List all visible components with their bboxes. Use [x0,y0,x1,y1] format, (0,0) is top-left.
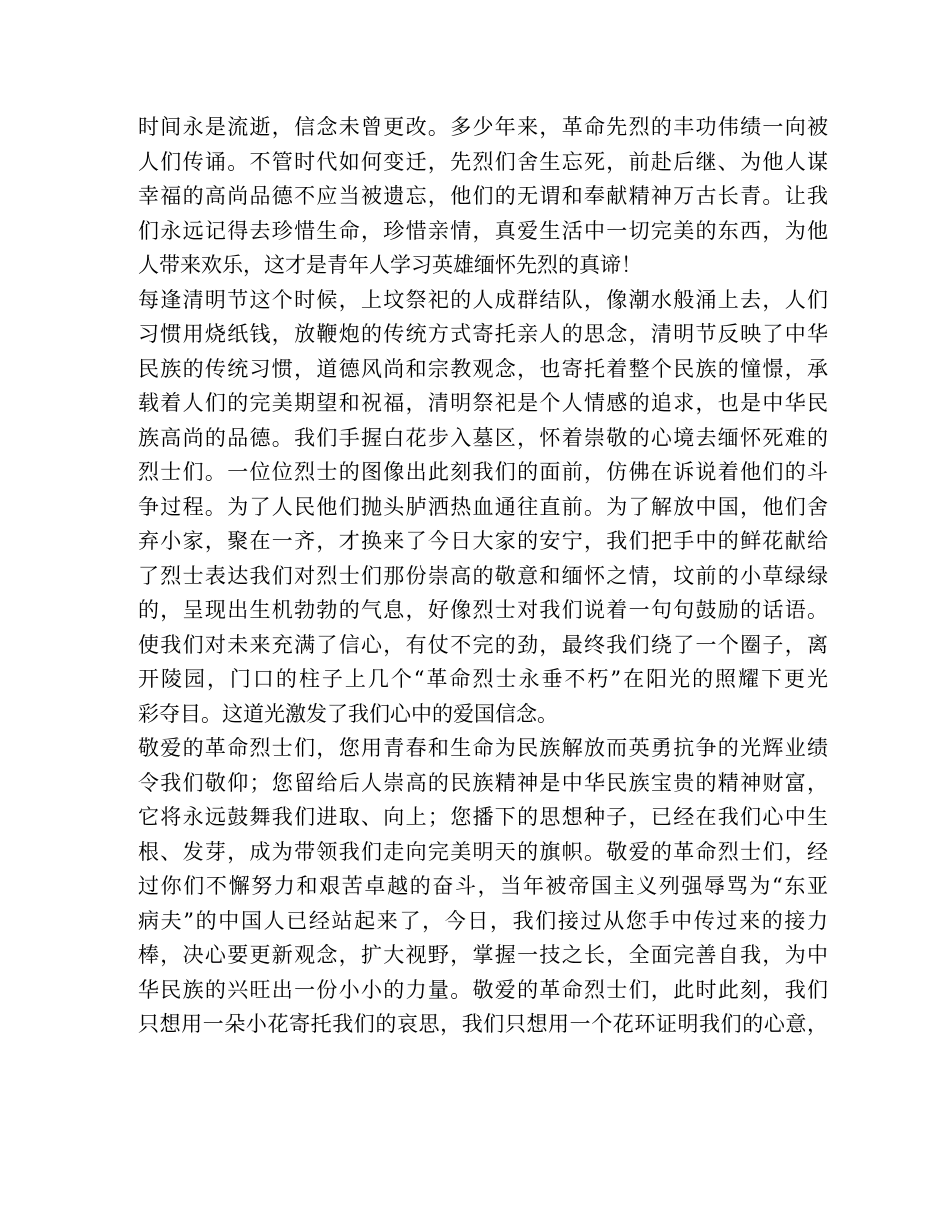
text-line: 们永远记得去珍惜生命，珍惜亲情，真爱生活中一切完美的东西，为他 [138,218,828,243]
text-line: 了烈士表达我们对烈士们那份崇高的敬意和缅怀之情，坟前的小草绿绿 [138,563,828,588]
text-line: 根、发芽，成为带领我们走向完美明天的旗帜。敬爱的革命烈士们，经 [138,839,828,864]
text-line: 弃小家，聚在一齐，才换来了今日大家的安宁，我们把手中的鲜花献给 [138,529,828,553]
text-line: 争过程。为了人民他们抛头胪洒热血通往直前。为了解放中国，他们舍 [138,494,828,519]
text-line: 棒，决心要更新观念，扩大视野，掌握一技之长，全面完善自我，为中 [138,943,828,967]
paragraph-1 [138,110,828,283]
text-line: 族高尚的品德。我们手握白花步入墓区，怀着崇敬的心境去缅怀死难的 [138,425,828,450]
text-line: 只想用一朵小花寄托我们的哀思，我们只想用一个花环证明我们的心意， [138,1012,828,1036]
text-line: 令我们敬仰；您留给后人崇高的民族精神是中华民族宝贵的精神财富， [138,770,828,795]
text-line: 彩夺目。这道光激发了我们心中的爱国信念。 [138,701,558,726]
document-body [138,110,828,1042]
text-line: 习惯用烧纸钱，放鞭炮的传统方式寄托亲人的思念，清明节反映了中华 [138,322,828,346]
text-line: 民族的传统习惯，道德风尚和宗教观念，也寄托着整个民族的憧憬，承 [138,356,828,381]
text-line: 敬爱的革命烈士们，您用青春和生命为民族解放而英勇抗争的光辉业绩 [138,736,828,760]
text-line: 的，呈现出生机勃勃的气息，好像烈士对我们说着一句句鼓励的话语。 [138,598,828,622]
text-line: 人带来欢乐，这才是青年人学习英雄缅怀先烈的真谛！ [138,253,642,277]
text-line: 它将永远鼓舞我们进取、向上；您播下的思想种子，已经在我们心中生 [138,805,828,829]
text-line: 载着人们的完美期望和祝福，清明祭祀是个人情感的追求，也是中华民 [138,391,828,415]
text-line: 华民族的兴旺出一份小小的力量。敬爱的革命烈士们，此时此刻，我们 [138,977,828,1002]
text-line: 使我们对未来充满了信心，有仗不完的劲，最终我们绕了一个圈子，离 [138,632,828,657]
text-line: 烈士们。一位位烈士的图像出此刻我们的面前，仿佛在诉说着他们的斗 [138,460,828,484]
text-line: 人们传诵。不管时代如何变迁，先烈们舍生忘死，前赴后继、为他人谋 [138,149,828,174]
text-line: 幸福的高尚品德不应当被遗忘，他们的无谓和奉献精神万古长青。让我 [138,184,828,208]
text-line: 病夫”的中国人已经站起来了，今日，我们接过从您手中传过来的接力 [138,908,828,933]
text-line: 过你们不懈努力和艰苦卓越的奋斗，当年被帝国主义列强辱骂为“东亚 [138,874,828,898]
paragraph-2 [138,283,828,732]
paragraph-3 [138,731,828,1042]
text-line: 每逢清明节这个时候，上坟祭祀的人成群结队，像潮水般涌上去，人们 [138,287,828,312]
text-line: 开陵园，门口的柱子上几个“革命烈士永垂不朽”在阳光的照耀下更光 [138,667,828,691]
text-line: 时间永是流逝，信念未曾更改。多少年来，革命先烈的丰功伟绩一向被 [138,115,828,139]
